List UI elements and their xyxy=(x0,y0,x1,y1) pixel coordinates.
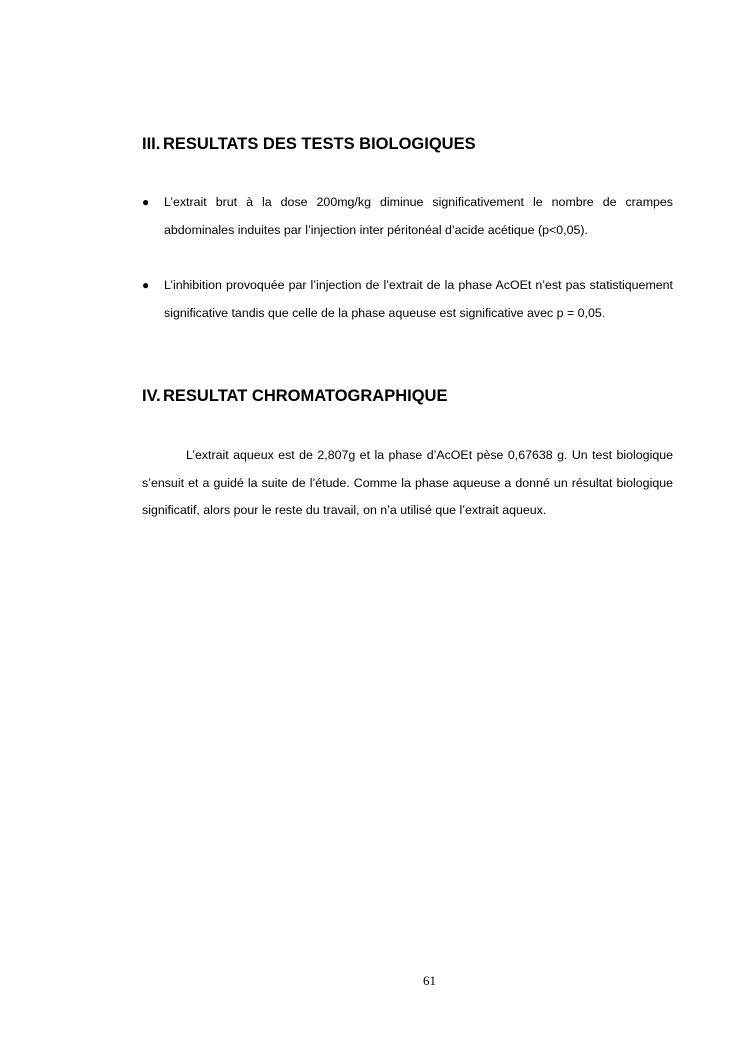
page-number: 61 xyxy=(423,973,436,988)
bullet-text: L’inhibition provoquée par l’injection de l’extrait de la phase AcOEt n’est pas statistiquement significative tandis que celle de la phase aqueuse est significative avec p = 0,05. xyxy=(164,278,673,320)
bullet-item xyxy=(142,272,673,327)
section-title: RESULTAT CHROMATOGRAPHIQUE xyxy=(163,387,448,405)
bullet-icon: ● xyxy=(142,195,150,209)
bullet-text: L’extrait brut à la dose 200mg/kg diminue significativement le nombre de crampes abdominales induites par l’injection inter péritonéal d’acide acétique (p<0,05). xyxy=(164,195,673,237)
section-number: III. xyxy=(142,135,161,153)
bullet-icon: ● xyxy=(142,278,150,292)
section-heading-iii xyxy=(142,134,476,154)
section-number: IV. xyxy=(142,387,161,405)
body-paragraph: L’extrait aqueux est de 2,807g et la phase d’AcOEt pèse 0,67638 g. Un test biologique s’ensuit et a guidé la suite de l’étude. Comme la phase aqueuse a donné un résultat biologique significatif, alors pour le reste du travail, on n’a utilisé que l’extrait aqueux. xyxy=(142,448,673,517)
section-heading-iv xyxy=(142,386,447,406)
bullet-item xyxy=(142,189,673,244)
section-title: RESULTATS DES TESTS BIOLOGIQUES xyxy=(163,135,476,153)
